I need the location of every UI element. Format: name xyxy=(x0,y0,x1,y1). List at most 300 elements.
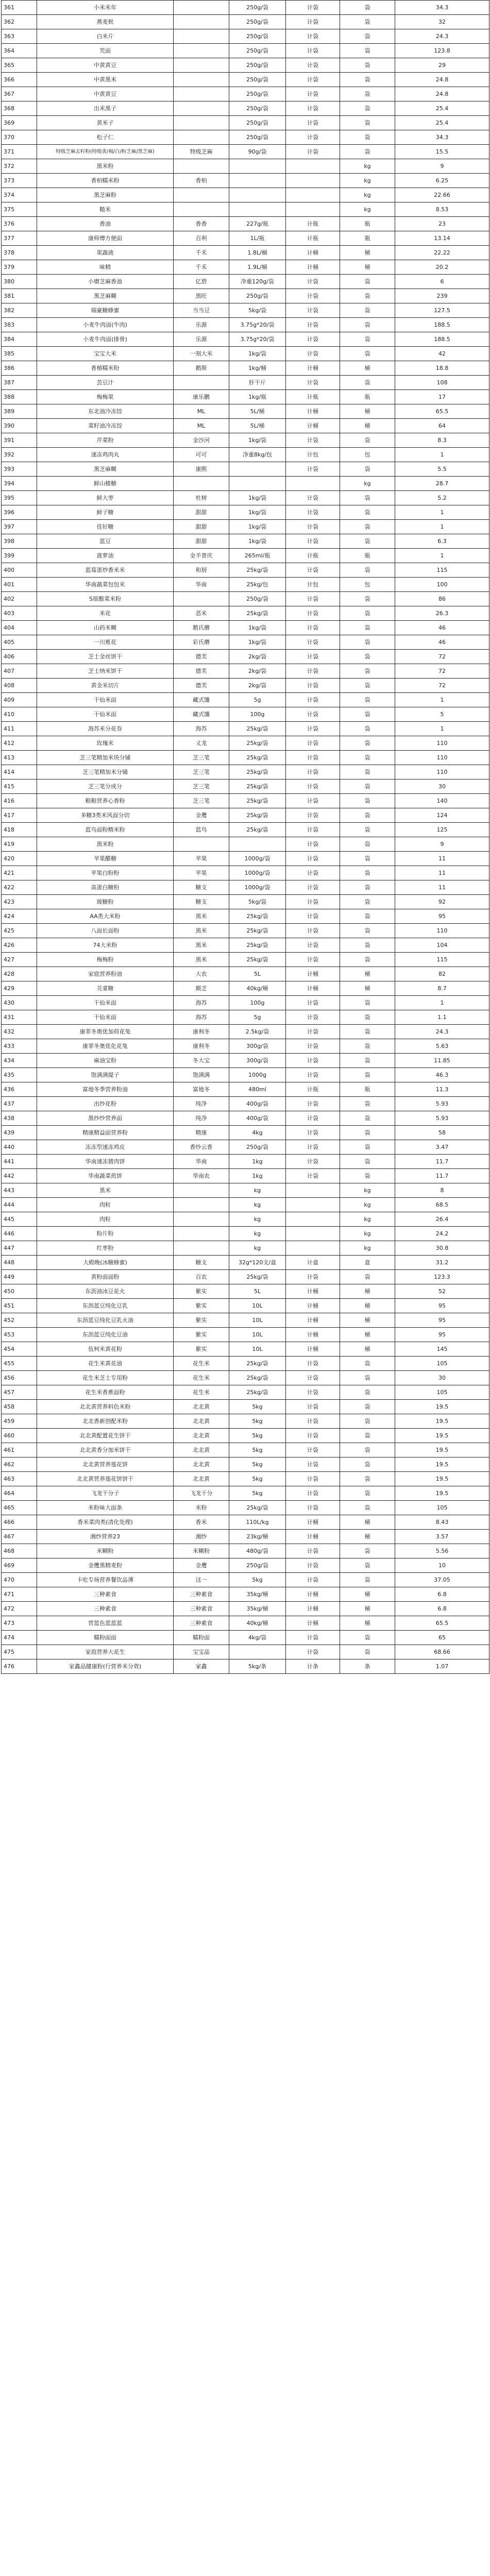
unit-price-cell: 72 xyxy=(395,679,489,693)
brand-cell: 花生米 xyxy=(174,1357,229,1371)
billing-method-cell: 计袋 xyxy=(286,1097,340,1111)
product-name-cell: 速冻鸡肉丸 xyxy=(37,448,174,462)
billing-method-cell: 计桶 xyxy=(286,967,340,981)
brand-cell: 千禾 xyxy=(174,260,229,275)
row-index-cell: 398 xyxy=(2,534,37,549)
brand-cell: 德芙 xyxy=(174,650,229,664)
unit-cell: 袋 xyxy=(340,318,395,332)
table-row xyxy=(2,679,489,693)
unit-price-cell: 19.5 xyxy=(395,1414,489,1429)
table-row xyxy=(2,852,489,866)
table-row xyxy=(2,751,489,765)
unit-price-cell: 30 xyxy=(395,1371,489,1385)
product-name-cell: 北北黄营养莲花饼饼干 xyxy=(37,1472,174,1486)
unit-cell: 袋 xyxy=(340,1573,395,1587)
brand-cell: 颠芝 xyxy=(174,981,229,996)
row-index-cell: 361 xyxy=(2,1,37,15)
product-name-cell: 出纱花粉 xyxy=(37,1097,174,1111)
billing-method-cell: 计袋 xyxy=(286,1025,340,1039)
specification-cell: 5kg/袋 xyxy=(229,303,286,318)
row-index-cell: 439 xyxy=(2,1126,37,1140)
specification-cell: 5L/桶 xyxy=(229,419,286,433)
table-row xyxy=(2,1414,489,1429)
row-index-cell: 374 xyxy=(2,188,37,202)
row-index-cell: 467 xyxy=(2,1530,37,1544)
billing-method-cell: 计袋 xyxy=(286,73,340,87)
brand-cell: 千禾 xyxy=(174,246,229,260)
unit-cell: 袋 xyxy=(340,693,395,707)
product-name-cell: 三种素食 xyxy=(37,1587,174,1602)
specification-cell: 5kg xyxy=(229,1429,286,1443)
product-name-cell: 麻油宝粉 xyxy=(37,1054,174,1068)
unit-cell: kg xyxy=(340,202,395,217)
product-name-cell: 花生米香蕉面粉 xyxy=(37,1385,174,1400)
billing-method-cell xyxy=(286,477,340,491)
specification-cell: 1.9L/桶 xyxy=(229,260,286,275)
unit-price-cell: 95 xyxy=(395,1299,489,1313)
unit-price-cell: 22.22 xyxy=(395,246,489,260)
row-index-cell: 427 xyxy=(2,953,37,967)
product-name-cell: 黑纱纱营养面 xyxy=(37,1111,174,1126)
table-row xyxy=(2,534,489,549)
table-row xyxy=(2,779,489,794)
unit-price-cell: 125 xyxy=(395,823,489,837)
unit-price-cell: 5.63 xyxy=(395,1039,489,1054)
billing-method-cell: 计包 xyxy=(286,578,340,592)
brand-cell: 海苏 xyxy=(174,722,229,736)
unit-price-cell: 1 xyxy=(395,520,489,534)
product-name-cell: 鲜大枣 xyxy=(37,491,174,505)
row-index-cell: 441 xyxy=(2,1155,37,1169)
unit-price-cell: 19.5 xyxy=(395,1458,489,1472)
unit-price-cell: 19.5 xyxy=(395,1400,489,1414)
table-row xyxy=(2,1140,489,1155)
table-row xyxy=(2,1385,489,1400)
row-index-cell: 438 xyxy=(2,1111,37,1126)
product-name-cell: 康师傅方便面 xyxy=(37,231,174,246)
price-table xyxy=(1,0,489,1674)
unit-cell: 袋 xyxy=(340,635,395,650)
table-row xyxy=(2,202,489,217)
specification-cell: 25kg/袋 xyxy=(229,563,286,578)
product-name-cell: 华南蔬菜包包米 xyxy=(37,578,174,592)
specification-cell: 25kg/袋 xyxy=(229,1270,286,1284)
table-row xyxy=(2,1573,489,1587)
billing-method-cell: 计袋 xyxy=(286,1111,340,1126)
product-name-cell: 海苏米分花券 xyxy=(37,722,174,736)
unit-cell: 袋 xyxy=(340,491,395,505)
unit-price-cell: 19.5 xyxy=(395,1472,489,1486)
specification-cell: 480ml xyxy=(229,1082,286,1097)
product-name-cell: 冻冻型速冻鸡皮 xyxy=(37,1140,174,1155)
specification-cell: 净重120g/袋 xyxy=(229,275,286,289)
unit-price-cell: 23 xyxy=(395,217,489,231)
product-name-cell: 北北黄营养莲花饼 xyxy=(37,1458,174,1472)
specification-cell: 25kg/袋 xyxy=(229,1501,286,1515)
unit-price-cell: 3.47 xyxy=(395,1140,489,1155)
unit-price-cell: 5 xyxy=(395,707,489,722)
brand-cell: 甜甜 xyxy=(174,505,229,520)
brand-cell: 飞龙干分 xyxy=(174,1486,229,1501)
table-row xyxy=(2,1659,489,1674)
billing-method-cell xyxy=(286,174,340,188)
table-row xyxy=(2,231,489,246)
row-index-cell: 475 xyxy=(2,1645,37,1659)
brand-cell: 北北黄 xyxy=(174,1458,229,1472)
table-row xyxy=(2,1501,489,1515)
billing-method-cell: 计袋 xyxy=(286,880,340,895)
specification-cell: 肝干斤 xyxy=(229,376,286,390)
specification-cell: 5L xyxy=(229,967,286,981)
product-name-cell: 黑米 xyxy=(37,1183,174,1198)
unit-price-cell: 25.4 xyxy=(395,101,489,116)
table-row xyxy=(2,938,489,953)
billing-method-cell: 计袋 xyxy=(286,606,340,621)
table-row xyxy=(2,1082,489,1097)
unit-cell: kg xyxy=(340,1241,395,1256)
billing-method-cell: 计袋 xyxy=(286,101,340,116)
specification-cell: 40kg/桶 xyxy=(229,981,286,996)
unit-price-cell: 29 xyxy=(395,58,489,73)
table-row xyxy=(2,1400,489,1414)
table-row xyxy=(2,1371,489,1385)
unit-price-cell: 24.3 xyxy=(395,1025,489,1039)
table-row xyxy=(2,837,489,852)
brand-cell: 杜树 xyxy=(174,491,229,505)
product-name-cell: 干仙米面 xyxy=(37,1010,174,1025)
billing-method-cell: 计桶 xyxy=(286,1602,340,1616)
brand-cell: 富地冬 xyxy=(174,1082,229,1097)
billing-method-cell: 计袋 xyxy=(286,433,340,448)
table-row xyxy=(2,275,489,289)
table-row xyxy=(2,1328,489,1342)
specification-cell: 10L xyxy=(229,1342,286,1357)
row-index-cell: 468 xyxy=(2,1544,37,1558)
unit-price-cell: 9 xyxy=(395,159,489,174)
unit-cell: 盒 xyxy=(340,1256,395,1270)
product-name-cell: 康菲冬奥优化花兔 xyxy=(37,1039,174,1054)
billing-method-cell: 计袋 xyxy=(286,693,340,707)
specification-cell: 250g/袋 xyxy=(229,87,286,101)
row-index-cell: 461 xyxy=(2,1443,37,1458)
unit-price-cell: 8.3 xyxy=(395,433,489,448)
specification-cell: 400g/袋 xyxy=(229,1111,286,1126)
brand-cell xyxy=(174,188,229,202)
table-row xyxy=(2,1544,489,1558)
row-index-cell: 431 xyxy=(2,1010,37,1025)
brand-cell: 纯净 xyxy=(174,1097,229,1111)
unit-price-cell: 82 xyxy=(395,967,489,981)
table-row xyxy=(2,1616,489,1631)
product-name-cell: S原酸菜米粉 xyxy=(37,592,174,606)
unit-price-cell: 3.57 xyxy=(395,1530,489,1544)
table-row xyxy=(2,289,489,303)
specification-cell: 25kg/袋 xyxy=(229,794,286,808)
unit-price-cell: 188.5 xyxy=(395,332,489,347)
row-index-cell: 423 xyxy=(2,895,37,909)
table-row xyxy=(2,1587,489,1602)
table-row xyxy=(2,895,489,909)
row-index-cell: 421 xyxy=(2,866,37,880)
row-index-cell: 415 xyxy=(2,779,37,794)
brand-cell xyxy=(174,1183,229,1198)
billing-method-cell: 计袋 xyxy=(286,779,340,794)
row-index-cell: 401 xyxy=(2,578,37,592)
billing-method-cell xyxy=(286,159,340,174)
unit-cell: 袋 xyxy=(340,101,395,116)
table-row xyxy=(2,1111,489,1126)
product-name-cell: 北北黄配置花生饼干 xyxy=(37,1429,174,1443)
unit-price-cell: 24.2 xyxy=(395,1227,489,1241)
unit-price-cell: 11.7 xyxy=(395,1169,489,1183)
table-row xyxy=(2,1443,489,1458)
unit-price-cell: 65 xyxy=(395,1631,489,1645)
row-index-cell: 402 xyxy=(2,592,37,606)
brand-cell xyxy=(174,837,229,852)
brand-cell: 和厨 xyxy=(174,563,229,578)
unit-cell: 桶 xyxy=(340,246,395,260)
row-index-cell: 386 xyxy=(2,361,37,376)
table-row xyxy=(2,635,489,650)
table-row xyxy=(2,578,489,592)
specification-cell: 25kg/袋 xyxy=(229,751,286,765)
specification-cell: 1kg/袋 xyxy=(229,520,286,534)
unit-price-cell: 30 xyxy=(395,779,489,794)
unit-cell: 袋 xyxy=(340,996,395,1010)
billing-method-cell: 计袋 xyxy=(286,491,340,505)
table-row xyxy=(2,1530,489,1544)
billing-method-cell: 计袋 xyxy=(286,1385,340,1400)
row-index-cell: 375 xyxy=(2,202,37,217)
product-name-cell: 肉粒 xyxy=(37,1212,174,1227)
billing-method-cell: 计袋 xyxy=(286,534,340,549)
unit-price-cell: 34.3 xyxy=(395,130,489,145)
specification-cell: 25kg/袋 xyxy=(229,606,286,621)
row-index-cell: 472 xyxy=(2,1602,37,1616)
billing-method-cell: 计袋 xyxy=(286,765,340,779)
specification-cell: kg xyxy=(229,1183,286,1198)
product-name-cell: 芸豆汁 xyxy=(37,376,174,390)
product-name-cell: 白米片 xyxy=(37,29,174,44)
product-name-cell: 家鑫品健康粉(行营养米分效) xyxy=(37,1659,174,1674)
billing-method-cell: 计袋 xyxy=(286,866,340,880)
row-index-cell: 460 xyxy=(2,1429,37,1443)
unit-price-cell: 110 xyxy=(395,736,489,751)
brand-cell: 北北黄 xyxy=(174,1400,229,1414)
unit-cell: 袋 xyxy=(340,505,395,520)
row-index-cell: 442 xyxy=(2,1169,37,1183)
billing-method-cell: 计袋 xyxy=(286,707,340,722)
row-index-cell: 411 xyxy=(2,722,37,736)
billing-method-cell: 计袋 xyxy=(286,1486,340,1501)
unit-cell: 袋 xyxy=(340,1385,395,1400)
brand-cell: 芝三笔 xyxy=(174,779,229,794)
unit-price-cell: 28.7 xyxy=(395,477,489,491)
specification-cell: 227g/瓶 xyxy=(229,217,286,231)
brand-cell: 康乐鹏 xyxy=(174,390,229,404)
table-row xyxy=(2,924,489,938)
billing-method-cell: 计袋 xyxy=(286,1169,340,1183)
product-name-cell: 出米黑子 xyxy=(37,101,174,116)
billing-method-cell: 计袋 xyxy=(286,924,340,938)
specification-cell: 25kg/袋 xyxy=(229,924,286,938)
product-name-cell: AA类大米粉 xyxy=(37,909,174,924)
table-row xyxy=(2,808,489,823)
table-row xyxy=(2,433,489,448)
specification-cell: 32g*120支/盒 xyxy=(229,1256,286,1270)
row-index-cell: 372 xyxy=(2,159,37,174)
brand-cell: 大农 xyxy=(174,967,229,981)
brand-cell xyxy=(174,477,229,491)
row-index-cell: 414 xyxy=(2,765,37,779)
billing-method-cell: 计袋 xyxy=(286,679,340,693)
unit-price-cell: 18.8 xyxy=(395,361,489,376)
unit-price-cell: 26.4 xyxy=(395,1212,489,1227)
table-row xyxy=(2,1039,489,1054)
brand-cell: 芝三笔 xyxy=(174,765,229,779)
specification-cell: 2kg/袋 xyxy=(229,679,286,693)
brand-cell: 黑米 xyxy=(174,953,229,967)
specification-cell: 1L/瓶 xyxy=(229,231,286,246)
unit-cell: 袋 xyxy=(340,1458,395,1472)
product-name-cell: 八面长面粉 xyxy=(37,924,174,938)
brand-cell: 黑旺 xyxy=(174,289,229,303)
row-index-cell: 464 xyxy=(2,1486,37,1501)
billing-method-cell: 计桶 xyxy=(286,1328,340,1342)
brand-cell: 德芙 xyxy=(174,664,229,679)
brand-cell: 米糊粉 xyxy=(174,1544,229,1558)
unit-cell: 桶 xyxy=(340,1515,395,1530)
brand-cell: 金鹰 xyxy=(174,1558,229,1573)
row-index-cell: 463 xyxy=(2,1472,37,1486)
row-index-cell: 400 xyxy=(2,563,37,578)
unit-cell: 袋 xyxy=(340,866,395,880)
unit-cell: 袋 xyxy=(340,1270,395,1284)
unit-cell: 桶 xyxy=(340,1299,395,1313)
unit-cell: 袋 xyxy=(340,880,395,895)
unit-price-cell: 115 xyxy=(395,953,489,967)
billing-method-cell: 计桶 xyxy=(286,1587,340,1602)
row-index-cell: 390 xyxy=(2,419,37,433)
unit-cell: 袋 xyxy=(340,1414,395,1429)
table-row xyxy=(2,621,489,635)
row-index-cell: 396 xyxy=(2,505,37,520)
billing-method-cell: 计桶 xyxy=(286,404,340,419)
billing-method-cell: 计袋 xyxy=(286,1270,340,1284)
unit-price-cell: 108 xyxy=(395,376,489,390)
table-row xyxy=(2,1299,489,1313)
brand-cell: 精康 xyxy=(174,1126,229,1140)
table-row xyxy=(2,736,489,751)
specification-cell: 1kg/袋 xyxy=(229,505,286,520)
table-row xyxy=(2,1313,489,1328)
row-index-cell: 410 xyxy=(2,707,37,722)
product-name-cell: 佳好糖 xyxy=(37,520,174,534)
table-row xyxy=(2,376,489,390)
brand-cell: 鹅斯 xyxy=(174,361,229,376)
specification-cell: 3.75g*20/袋 xyxy=(229,318,286,332)
unit-price-cell: 1 xyxy=(395,549,489,563)
billing-method-cell: 计袋 xyxy=(286,1400,340,1414)
product-name-cell: 香米菜肉类(清化处理) xyxy=(37,1515,174,1530)
product-name-cell: 干仙米面 xyxy=(37,707,174,722)
specification-cell xyxy=(229,159,286,174)
product-name-cell: 一川蕉花 xyxy=(37,635,174,650)
product-name-cell: 菠萝油 xyxy=(37,549,174,563)
row-index-cell: 377 xyxy=(2,231,37,246)
unit-price-cell: 13.14 xyxy=(395,231,489,246)
row-index-cell: 370 xyxy=(2,130,37,145)
unit-cell: 袋 xyxy=(340,1400,395,1414)
unit-price-cell: 6.25 xyxy=(395,174,489,188)
brand-cell: 北北黄 xyxy=(174,1443,229,1458)
brand-cell: ML xyxy=(174,419,229,433)
specification-cell: 5kg/条 xyxy=(229,1659,286,1674)
table-row xyxy=(2,332,489,347)
product-name-cell: 蓝鸟面粉精米粉 xyxy=(37,823,174,837)
unit-price-cell: 65.5 xyxy=(395,1616,489,1631)
row-index-cell: 389 xyxy=(2,404,37,419)
product-name-cell: 鲜子糖 xyxy=(37,505,174,520)
row-index-cell: 430 xyxy=(2,996,37,1010)
specification-cell: 250g/袋 xyxy=(229,130,286,145)
table-row xyxy=(2,1270,489,1284)
product-name-cell: 小磨芝麻香油 xyxy=(37,275,174,289)
table-row xyxy=(2,1256,489,1270)
brand-cell: 百利 xyxy=(174,231,229,246)
unit-price-cell: 123.8 xyxy=(395,44,489,58)
brand-cell: 一刻大米 xyxy=(174,347,229,361)
product-name-cell: 黄米子 xyxy=(37,116,174,130)
product-name-cell: 蓝豆 xyxy=(37,534,174,549)
billing-method-cell: 计袋 xyxy=(286,318,340,332)
billing-method-cell xyxy=(286,1198,340,1212)
specification-cell: 25kg/袋 xyxy=(229,909,286,924)
row-index-cell: 433 xyxy=(2,1039,37,1054)
unit-cell: 袋 xyxy=(340,621,395,635)
brand-cell: 紫实 xyxy=(174,1313,229,1328)
table-row xyxy=(2,967,489,981)
row-index-cell: 413 xyxy=(2,751,37,765)
brand-cell xyxy=(174,1,229,15)
unit-cell: 袋 xyxy=(340,1155,395,1169)
row-index-cell: 378 xyxy=(2,246,37,260)
unit-cell: 袋 xyxy=(340,58,395,73)
unit-cell: 袋 xyxy=(340,1645,395,1659)
billing-method-cell: 计桶 xyxy=(286,1313,340,1328)
row-index-cell: 455 xyxy=(2,1357,37,1371)
brand-cell: 藏式馕 xyxy=(174,707,229,722)
unit-price-cell: 105 xyxy=(395,1501,489,1515)
specification-cell: 5kg xyxy=(229,1458,286,1472)
row-index-cell: 462 xyxy=(2,1458,37,1472)
brand-cell: 甜甜 xyxy=(174,520,229,534)
product-name-cell: 芝士纳米饼干 xyxy=(37,664,174,679)
table-row xyxy=(2,15,489,29)
table-row xyxy=(2,116,489,130)
brand-cell: 香香 xyxy=(174,217,229,231)
table-row xyxy=(2,866,489,880)
brand-cell: 德芙 xyxy=(174,679,229,693)
brand-cell: 黑米 xyxy=(174,909,229,924)
product-name-cell: 三种素食 xyxy=(37,1602,174,1616)
specification-cell xyxy=(229,202,286,217)
row-index-cell: 422 xyxy=(2,880,37,895)
specification-cell: 300g/袋 xyxy=(229,1054,286,1068)
billing-method-cell: 计袋 xyxy=(286,794,340,808)
unit-price-cell: 110 xyxy=(395,924,489,938)
brand-cell: 饱满满 xyxy=(174,1068,229,1082)
